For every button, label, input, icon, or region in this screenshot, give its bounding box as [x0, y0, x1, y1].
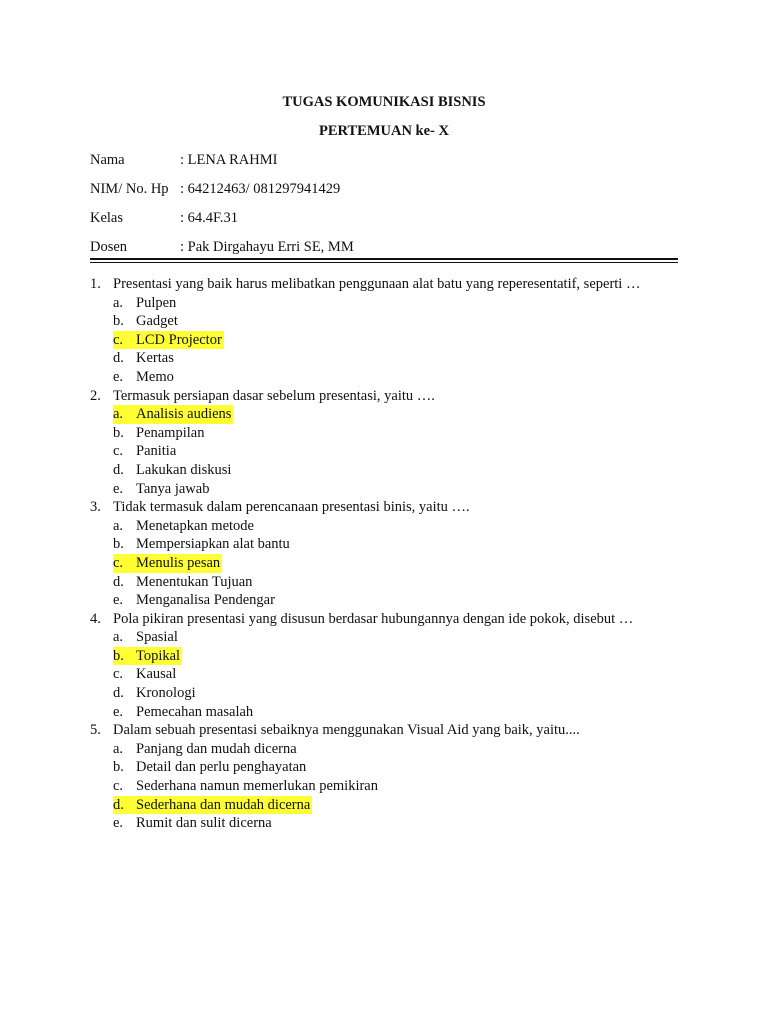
question-number: 4. — [90, 610, 101, 627]
option-text: Sederhana dan mudah dicerna — [136, 796, 311, 813]
option-letter: d. — [113, 685, 124, 702]
option-letter: b. — [113, 536, 124, 553]
question-number: 1. — [90, 276, 101, 292]
answer-option — [90, 368, 690, 387]
option-letter: e. — [113, 368, 124, 385]
highlighted-answer — [113, 647, 182, 666]
option-text: Kertas — [136, 350, 174, 367]
answer-option — [90, 665, 690, 684]
option-text: Kausal — [136, 666, 177, 683]
option-letter: e. — [113, 480, 124, 497]
option-text: Penampilan — [136, 424, 205, 441]
divider-thick-line — [90, 258, 678, 260]
option-text: Analisis audiens — [136, 406, 232, 423]
info-value: : 64.4F.31 — [180, 210, 239, 226]
question-number: 3. — [90, 499, 101, 516]
answer-option — [90, 349, 690, 368]
option-letter: b. — [113, 647, 124, 664]
option-letter: b. — [113, 313, 124, 330]
option-letter: a. — [113, 517, 124, 534]
answer-option — [90, 294, 690, 313]
answer-option — [90, 480, 690, 499]
answer-option — [90, 703, 690, 722]
option-text: Pemecahan masalah — [136, 703, 254, 720]
question-text: Pola pikiran presentasi yang disusun berdasar hubungannya dengan ide pokok, disebut … — [113, 610, 634, 627]
answer-option — [90, 591, 690, 610]
info-label: Nama — [90, 152, 125, 168]
answer-option — [90, 535, 690, 554]
answer-option — [90, 517, 690, 536]
highlighted-answer — [113, 405, 233, 424]
info-value: : LENA RAHMI — [180, 152, 278, 168]
option-letter: d. — [113, 796, 124, 813]
option-letter: a. — [113, 740, 124, 757]
option-letter: b. — [113, 424, 124, 441]
question-text: Presentasi yang baik harus melibatkan penggunaan alat batu yang reperesentatif, seperti … — [113, 276, 641, 292]
info-label: Dosen — [90, 239, 128, 255]
highlighted-answer — [113, 796, 312, 815]
question-4 — [90, 610, 690, 629]
option-text: Tanya jawab — [136, 480, 210, 497]
question-text: Tidak termasuk dalam perencanaan presentasi binis, yaitu …. — [113, 499, 470, 516]
highlighted-answer — [113, 331, 224, 350]
option-text: LCD Projector — [136, 331, 222, 348]
divider-thin-line — [90, 262, 678, 263]
answer-option — [90, 331, 690, 350]
option-letter: a. — [113, 294, 124, 311]
option-text: Panjang dan mudah dicerna — [136, 740, 297, 757]
option-text: Memo — [136, 368, 174, 385]
answer-option — [90, 461, 690, 480]
info-value: : Pak Dirgahayu Erri SE, MM — [180, 239, 354, 255]
option-text: Rumit dan sulit dicerna — [136, 815, 272, 832]
answer-option — [90, 814, 690, 833]
option-text: Menentukan Tujuan — [136, 573, 253, 590]
option-text: Topikal — [136, 647, 181, 664]
option-text: Menetapkan metode — [136, 517, 254, 534]
option-letter: b. — [113, 759, 124, 776]
option-text: Menulis pesan — [136, 554, 221, 571]
option-text: Kronologi — [136, 685, 196, 702]
option-text: Spasial — [136, 629, 178, 646]
option-text: Gadget — [136, 313, 178, 330]
option-letter: c. — [113, 666, 124, 683]
document-title: TUGAS KOMUNIKASI BISNIS — [282, 94, 486, 110]
option-letter: e. — [113, 703, 124, 720]
answer-option — [90, 628, 690, 647]
option-text: Mempersiapkan alat bantu — [136, 536, 290, 553]
option-text: Sederhana namun memerlukan pemikiran — [136, 778, 378, 795]
option-text: Pulpen — [136, 294, 177, 311]
highlighted-answer — [113, 554, 222, 573]
option-letter: c. — [113, 554, 124, 571]
answer-option — [90, 312, 690, 331]
question-1 — [90, 275, 690, 294]
answer-option — [90, 573, 690, 592]
info-label: NIM/ No. Hp — [90, 181, 169, 197]
option-text: Menganalisa Pendengar — [136, 592, 275, 609]
answer-option — [90, 684, 690, 703]
answer-option — [90, 442, 690, 461]
option-letter: d. — [113, 461, 124, 478]
answer-option — [90, 647, 690, 666]
option-letter: a. — [113, 406, 124, 423]
option-text: Detail dan perlu penghayatan — [136, 759, 307, 776]
option-text: Lakukan diskusi — [136, 461, 232, 478]
info-value: : 64212463/ 081297941429 — [180, 181, 341, 197]
option-letter: e. — [113, 592, 124, 609]
answer-option — [90, 777, 690, 796]
option-letter: d. — [113, 573, 124, 590]
option-letter: c. — [113, 331, 124, 348]
option-letter: d. — [113, 350, 124, 367]
question-5 — [90, 721, 690, 740]
question-2 — [90, 387, 690, 406]
question-number: 5. — [90, 722, 101, 739]
option-text: Panitia — [136, 443, 177, 460]
answer-option — [90, 740, 690, 759]
question-number: 2. — [90, 387, 101, 404]
option-letter: c. — [113, 443, 124, 460]
answer-option — [90, 554, 690, 573]
answer-option — [90, 405, 690, 424]
header-divider — [90, 258, 678, 264]
answer-option — [90, 424, 690, 443]
option-letter: a. — [113, 629, 124, 646]
answer-option — [90, 796, 690, 815]
question-list — [90, 275, 690, 833]
question-text: Dalam sebuah presentasi sebaiknya menggunakan Visual Aid yang baik, yaitu.... — [113, 722, 580, 739]
option-letter: e. — [113, 815, 124, 832]
option-letter: c. — [113, 778, 124, 795]
document-subtitle: PERTEMUAN ke- X — [319, 123, 449, 139]
question-3 — [90, 498, 690, 517]
info-label: Kelas — [90, 210, 124, 226]
answer-option — [90, 758, 690, 777]
question-text: Termasuk persiapan dasar sebelum presentasi, yaitu …. — [113, 387, 435, 404]
